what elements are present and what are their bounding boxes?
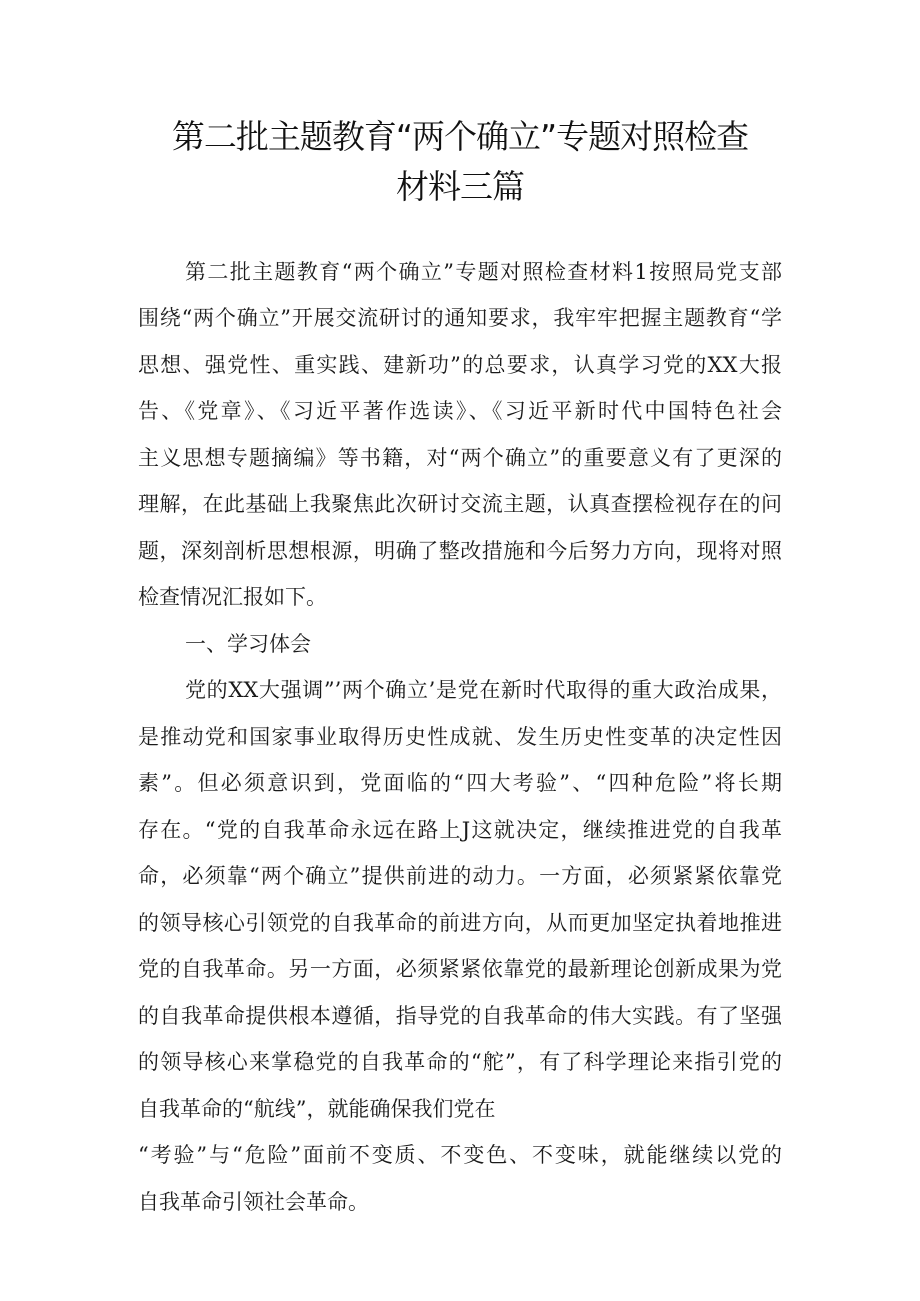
paragraph-1-line: 告、《党章》、《习近平著作选读》、《习近平新时代中国特色社会 [138, 399, 782, 423]
paragraph-1-line: 题，深刻剖析思想根源，明确了整改措施和今后努力方向，现将对照 [138, 539, 782, 563]
title-line-2: 材料三篇 [396, 167, 524, 206]
title-line-1: 第二批主题教育“两个确立”专题对照检查 [171, 117, 749, 156]
section-heading: 一、学习体会 [185, 632, 311, 656]
paragraph-2-line: 自我革命的“航线”，就能确保我们党在 [138, 1097, 496, 1121]
paragraph-2-line: 的自我革命提供根本遵循，指导党的自我革命的伟大实践。有了坚强 [138, 1004, 782, 1028]
paragraph-1-line: 思想、强党性、重实践、建新功”的总要求，认真学习党的XX大报 [138, 353, 782, 377]
paragraph-2-line: 存在。“党的自我革命永远在路上J这就决定，继续推进党的自我革 [138, 818, 782, 842]
paragraph-2-line: 的领导核心引领党的自我革命的前进方向，从而更加坚定执着地推进 [138, 911, 782, 935]
paragraph-2-line: 素”。但必须意识到，党面临的“四大考验”、“四种危险”将长期 [138, 771, 782, 795]
paragraph-1-line: 理解，在此基础上我聚焦此次研讨交流主题，认真查摆检视存在的问 [138, 492, 782, 516]
paragraph-2-line: 党的自我革命。另一方面，必须紧紧依靠党的最新理论创新成果为党 [138, 957, 782, 981]
paragraph-2-line: 命，必须靠“两个确立”提供前进的动力。一方面，必须紧紧依靠党 [138, 864, 782, 888]
paragraph-1-line: 围绕“两个确立”开展交流研讨的通知要求，我牢牢把握主题教育“学 [138, 306, 782, 330]
paragraph-2-line: 党的XX大强调”’两个确立’是党在新时代取得的重大政治成果， [185, 678, 782, 702]
document-title [130, 112, 790, 212]
paragraph-1-line: 主义思想专题摘编》等书籍，对“两个确立”的重要意义有了更深的 [138, 446, 782, 470]
paragraph-3-line: 自我革命引领社会革命。 [138, 1190, 369, 1214]
paragraph-1-line: 检查情况汇报如下。 [138, 585, 327, 609]
paragraph-2-line: 是推动党和国家事业取得历史性成就、发生历史性变革的决定性因 [138, 725, 782, 749]
paragraph-2-line: 的领导核心来掌稳党的自我革命的“舵”，有了科学理论来指引党的 [138, 1050, 782, 1074]
paragraph-3-line: “考验”与“危险”面前不变质、不变色、不变味，就能继续以党的 [138, 1143, 782, 1167]
paragraph-1-line: 第二批主题教育“两个确立”专题对照检查材料1按照局党支部 [185, 260, 782, 284]
